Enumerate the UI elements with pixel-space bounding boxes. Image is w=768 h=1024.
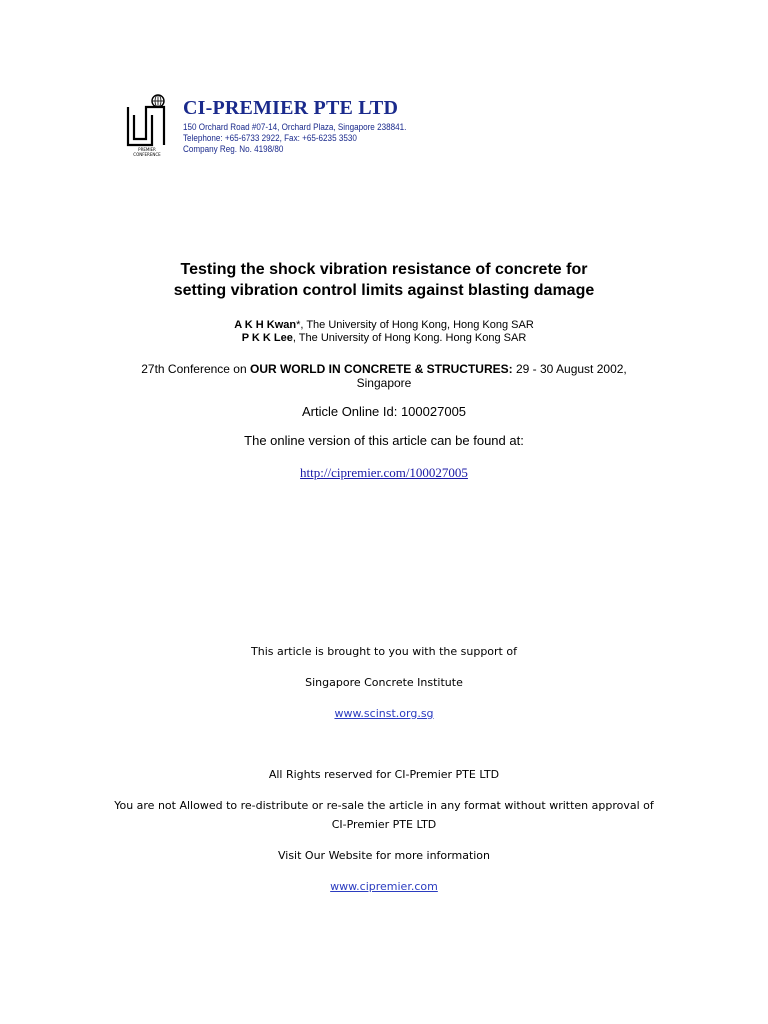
online-version-text: The online version of this article can be found at: (244, 433, 524, 448)
article-title (0, 259, 768, 301)
conference-line (0, 362, 768, 376)
company-name: CI-PREMIER PTE LTD (183, 97, 399, 119)
conference-name: OUR WORLD IN CONCRETE & STRUCTURES: (249, 362, 513, 376)
company-address: 150 Orchard Road #07-14, Orchard Plaza, Singapore 238841. (183, 122, 407, 132)
sponsor-name: Singapore Concrete Institute (305, 676, 463, 689)
sponsor-url-wrap (0, 704, 768, 723)
visit-website-text: Visit Our Website for more information (277, 849, 491, 862)
website-url-wrap (0, 877, 768, 896)
company-registration: Company Reg. No. 4198/80 (183, 144, 284, 154)
conference-dates: 29 - 30 August 2002, (512, 362, 627, 376)
article-online-id: Article Online Id: 100027005 (301, 404, 467, 419)
title-line-2: setting vibration control limits against blasting damage (173, 282, 595, 299)
company-website-link[interactable]: www.cipremier.com (330, 880, 438, 893)
author-line-2 (0, 332, 768, 345)
restriction-line-1: You are not Allowed to re-distribute or re-sale the article in any format without written approval of (114, 799, 654, 812)
rights-text: All Rights reserved for CI-Premier PTE LTD (268, 768, 500, 781)
conference-prefix: 27th Conference on (141, 362, 250, 376)
author1-affiliation: , The University of Hong Kong, Hong Kong SAR (300, 319, 534, 331)
company-logo (125, 93, 169, 159)
author1-name: A K H Kwan (234, 319, 297, 331)
title-line-1: Testing the shock vibration resistance of concrete for (180, 261, 588, 278)
restriction-text (0, 796, 768, 834)
sponsor-website-link[interactable]: www.scinst.org.sg (334, 707, 434, 720)
author2-name: P K K Lee (241, 332, 293, 344)
online-url-wrap (0, 464, 768, 482)
author2-affiliation: , The University of Hong Kong. Hong Kong SAR (292, 332, 527, 344)
article-online-link[interactable]: http://cipremier.com/100027005 (300, 465, 468, 480)
logo-text-conference: CONFERENCE (133, 152, 161, 157)
support-text: This article is brought to you with the support of (251, 645, 517, 658)
conference-location: Singapore (356, 376, 412, 390)
logo-text-premier: PREMIER (138, 147, 156, 152)
restriction-line-2: CI-Premier PTE LTD (331, 818, 437, 831)
author1-mark: * (296, 319, 301, 331)
company-phone-fax: Telephone: +65-6733 2922, Fax: +65-6235 3530 (183, 133, 357, 143)
author-line-1 (0, 319, 768, 332)
